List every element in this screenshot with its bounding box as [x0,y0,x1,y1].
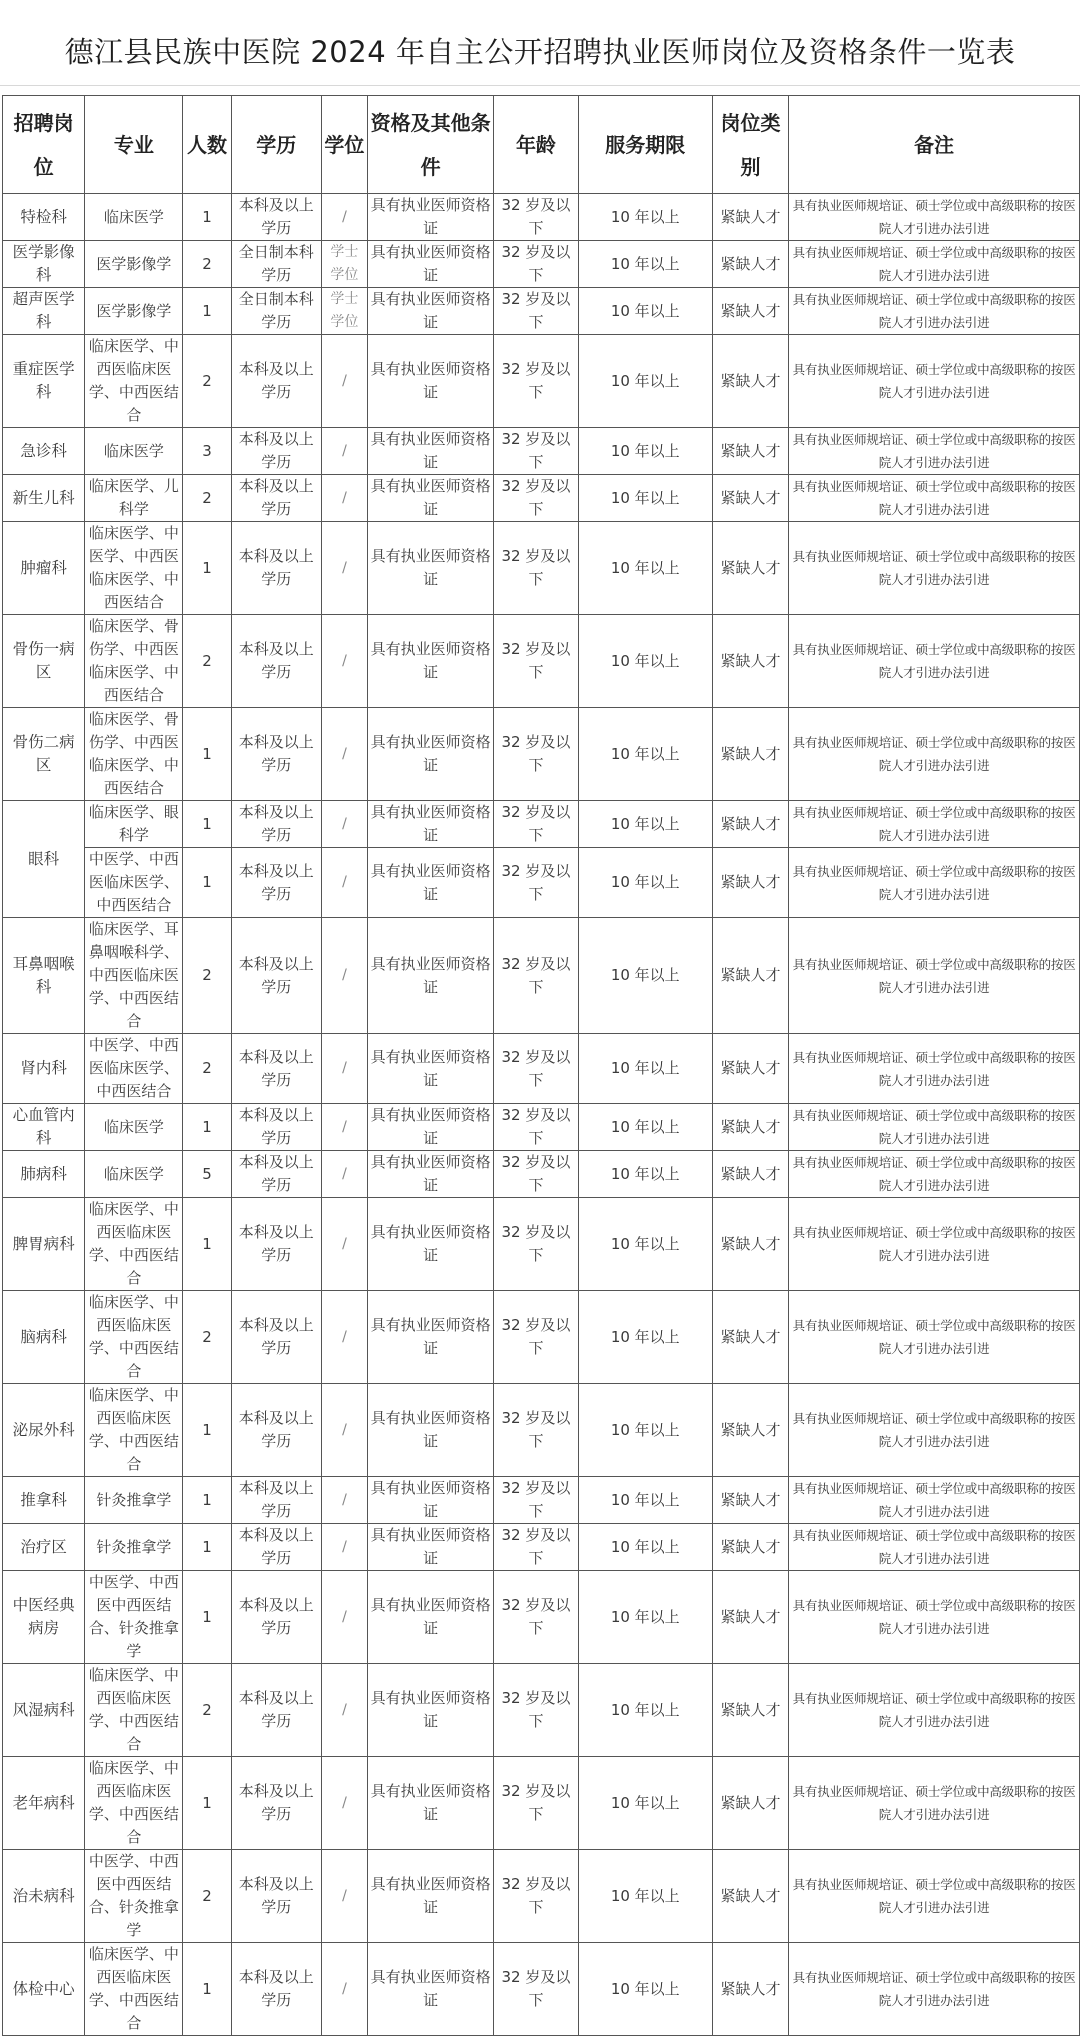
table-row [3,1664,1080,1757]
cell-education: 本科及以上学历 [231,1524,321,1571]
cell-age: 32 岁及以下 [494,1571,578,1664]
cell-post-type: 紧缺人才 [712,801,788,848]
cell-count: 1 [183,1477,231,1524]
cell-post-type: 紧缺人才 [712,522,788,615]
cell-age: 32 岁及以下 [494,1664,578,1757]
cell-age: 32 岁及以下 [494,1198,578,1291]
cell-post: 超声医学科 [3,288,85,335]
cell-remarks: 具有执业医师规培证、硕士学位或中高级职称的按医院人才引进办法引进 [789,1664,1080,1757]
cell-degree: / [321,615,367,708]
cell-degree: / [321,1571,367,1664]
cell-major: 针灸推拿学 [85,1524,183,1571]
cell-major: 临床医学、眼科学 [85,801,183,848]
cell-degree: / [321,1384,367,1477]
cell-service-term: 10 年以上 [578,801,712,848]
cell-major: 临床医学 [85,1151,183,1198]
cell-major: 针灸推拿学 [85,1477,183,1524]
cell-service-term: 10 年以上 [578,1384,712,1477]
cell-count: 1 [183,801,231,848]
cell-major: 医学影像学 [85,241,183,288]
cell-degree: 学士学位 [321,241,367,288]
cell-count: 1 [183,522,231,615]
cell-service-term: 10 年以上 [578,475,712,522]
cell-service-term: 10 年以上 [578,522,712,615]
cell-education: 全日制本科学历 [231,241,321,288]
cell-age: 32 岁及以下 [494,918,578,1034]
cell-education: 本科及以上学历 [231,1198,321,1291]
cell-count: 1 [183,1524,231,1571]
cell-post-type: 紧缺人才 [712,1034,788,1104]
cell-post-type: 紧缺人才 [712,194,788,241]
cell-qualification: 具有执业医师资格证 [367,522,493,615]
cell-remarks: 具有执业医师规培证、硕士学位或中高级职称的按医院人才引进办法引进 [789,288,1080,335]
cell-post: 脾胃病科 [3,1198,85,1291]
cell-remarks: 具有执业医师规培证、硕士学位或中高级职称的按医院人才引进办法引进 [789,918,1080,1034]
cell-count: 5 [183,1151,231,1198]
cell-qualification: 具有执业医师资格证 [367,1571,493,1664]
cell-post: 急诊科 [3,428,85,475]
cell-remarks: 具有执业医师规培证、硕士学位或中高级职称的按医院人才引进办法引进 [789,1198,1080,1291]
cell-education: 本科及以上学历 [231,1151,321,1198]
cell-education: 本科及以上学历 [231,801,321,848]
cell-remarks: 具有执业医师规培证、硕士学位或中高级职称的按医院人才引进办法引进 [789,848,1080,918]
cell-degree: / [321,1034,367,1104]
table-row [3,1198,1080,1291]
cell-post-type: 紧缺人才 [712,615,788,708]
cell-count: 2 [183,1291,231,1384]
header-remarks: 备注 [789,96,1080,194]
cell-degree: / [321,708,367,801]
cell-post-type: 紧缺人才 [712,1757,788,1850]
table-row [3,288,1080,335]
cell-post: 肺病科 [3,1151,85,1198]
cell-qualification: 具有执业医师资格证 [367,615,493,708]
cell-post-type: 紧缺人才 [712,1198,788,1291]
cell-age: 32 岁及以下 [494,335,578,428]
cell-major: 临床医学、骨伤学、中西医临床医学、中西医结合 [85,708,183,801]
cell-post: 老年病科 [3,1757,85,1850]
cell-count: 2 [183,1664,231,1757]
cell-education: 本科及以上学历 [231,1664,321,1757]
cell-age: 32 岁及以下 [494,1291,578,1384]
cell-count: 1 [183,1757,231,1850]
cell-remarks: 具有执业医师规培证、硕士学位或中高级职称的按医院人才引进办法引进 [789,1104,1080,1151]
cell-qualification: 具有执业医师资格证 [367,475,493,522]
table-row [3,1571,1080,1664]
cell-remarks: 具有执业医师规培证、硕士学位或中高级职称的按医院人才引进办法引进 [789,1384,1080,1477]
cell-major: 临床医学、中西医临床医学、中西医结合 [85,1943,183,2036]
cell-post-type: 紧缺人才 [712,708,788,801]
cell-education: 本科及以上学历 [231,1034,321,1104]
table-row [3,335,1080,428]
cell-count: 1 [183,1198,231,1291]
table-row [3,475,1080,522]
cell-degree: / [321,1477,367,1524]
cell-education: 本科及以上学历 [231,335,321,428]
cell-degree: / [321,1757,367,1850]
cell-post: 治疗区 [3,1524,85,1571]
cell-qualification: 具有执业医师资格证 [367,918,493,1034]
cell-degree: / [321,1198,367,1291]
table-row [3,428,1080,475]
table-row [3,708,1080,801]
cell-degree: / [321,1524,367,1571]
cell-degree: / [321,1104,367,1151]
cell-education: 本科及以上学历 [231,708,321,801]
cell-education: 本科及以上学历 [231,1850,321,1943]
cell-major: 临床医学 [85,428,183,475]
header-degree: 学位 [321,96,367,194]
cell-qualification: 具有执业医师资格证 [367,1757,493,1850]
cell-service-term: 10 年以上 [578,1477,712,1524]
header-education: 学历 [231,96,321,194]
cell-post-type: 紧缺人才 [712,1571,788,1664]
cell-degree: / [321,918,367,1034]
cell-degree: 学士学位 [321,288,367,335]
cell-count: 1 [183,288,231,335]
recruitment-table [2,95,1080,2036]
cell-remarks: 具有执业医师规培证、硕士学位或中高级职称的按医院人才引进办法引进 [789,1477,1080,1524]
cell-post: 治未病科 [3,1850,85,1943]
cell-age: 32 岁及以下 [494,1384,578,1477]
cell-post: 骨伤二病区 [3,708,85,801]
cell-count: 2 [183,335,231,428]
cell-post: 风湿病科 [3,1664,85,1757]
cell-remarks: 具有执业医师规培证、硕士学位或中高级职称的按医院人才引进办法引进 [789,708,1080,801]
table-row [3,1291,1080,1384]
cell-age: 32 岁及以下 [494,288,578,335]
cell-post: 脑病科 [3,1291,85,1384]
cell-qualification: 具有执业医师资格证 [367,1850,493,1943]
cell-count: 2 [183,1034,231,1104]
cell-count: 1 [183,708,231,801]
cell-service-term: 10 年以上 [578,1198,712,1291]
cell-service-term: 10 年以上 [578,194,712,241]
cell-age: 32 岁及以下 [494,801,578,848]
cell-age: 32 岁及以下 [494,194,578,241]
cell-post-type: 紧缺人才 [712,918,788,1034]
cell-qualification: 具有执业医师资格证 [367,1198,493,1291]
cell-age: 32 岁及以下 [494,1477,578,1524]
cell-degree: / [321,428,367,475]
table-row [3,1034,1080,1104]
header-qualification: 资格及其他条件 [367,96,493,194]
cell-qualification: 具有执业医师资格证 [367,708,493,801]
cell-degree: / [321,848,367,918]
cell-education: 本科及以上学历 [231,1104,321,1151]
table-row [3,848,1080,918]
cell-post: 新生儿科 [3,475,85,522]
cell-remarks: 具有执业医师规培证、硕士学位或中高级职称的按医院人才引进办法引进 [789,335,1080,428]
cell-count: 2 [183,475,231,522]
cell-post-type: 紧缺人才 [712,1943,788,2036]
cell-age: 32 岁及以下 [494,848,578,918]
cell-major: 临床医学、骨伤学、中西医临床医学、中西医结合 [85,615,183,708]
cell-post-type: 紧缺人才 [712,288,788,335]
cell-remarks: 具有执业医师规培证、硕士学位或中高级职称的按医院人才引进办法引进 [789,1524,1080,1571]
cell-qualification: 具有执业医师资格证 [367,1664,493,1757]
cell-service-term: 10 年以上 [578,1757,712,1850]
cell-post: 骨伤一病区 [3,615,85,708]
cell-education: 本科及以上学历 [231,918,321,1034]
cell-degree: / [321,1943,367,2036]
cell-post: 推拿科 [3,1477,85,1524]
cell-major: 中医学、中西医中西医结合、针灸推拿学 [85,1850,183,1943]
cell-major: 临床医学、中西医临床医学、中西医结合 [85,1664,183,1757]
cell-degree: / [321,475,367,522]
cell-remarks: 具有执业医师规培证、硕士学位或中高级职称的按医院人才引进办法引进 [789,1571,1080,1664]
page-title: 德江县民族中医院 2024 年自主公开招聘执业医师岗位及资格条件一览表 [64,35,1016,69]
cell-service-term: 10 年以上 [578,288,712,335]
cell-service-term: 10 年以上 [578,615,712,708]
cell-count: 1 [183,194,231,241]
cell-service-term: 10 年以上 [578,1104,712,1151]
cell-post: 重症医学科 [3,335,85,428]
cell-post-type: 紧缺人才 [712,848,788,918]
cell-post: 肾内科 [3,1034,85,1104]
cell-age: 32 岁及以下 [494,1034,578,1104]
cell-post: 泌尿外科 [3,1384,85,1477]
cell-remarks: 具有执业医师规培证、硕士学位或中高级职称的按医院人才引进办法引进 [789,1850,1080,1943]
cell-degree: / [321,801,367,848]
table-row [3,615,1080,708]
cell-remarks: 具有执业医师规培证、硕士学位或中高级职称的按医院人才引进办法引进 [789,1034,1080,1104]
table-row [3,801,1080,848]
header-post-type: 岗位类别 [712,96,788,194]
cell-post: 体检中心 [3,1943,85,2036]
cell-service-term: 10 年以上 [578,1151,712,1198]
cell-major: 临床医学 [85,1104,183,1151]
cell-degree: / [321,1664,367,1757]
header-count: 人数 [183,96,231,194]
cell-qualification: 具有执业医师资格证 [367,1291,493,1384]
cell-major: 临床医学 [85,194,183,241]
cell-remarks: 具有执业医师规培证、硕士学位或中高级职称的按医院人才引进办法引进 [789,194,1080,241]
cell-major: 临床医学、中西医临床医学、中西医结合 [85,1384,183,1477]
cell-education: 全日制本科学历 [231,288,321,335]
table-row [3,1524,1080,1571]
cell-age: 32 岁及以下 [494,1850,578,1943]
cell-count: 2 [183,918,231,1034]
cell-qualification: 具有执业医师资格证 [367,848,493,918]
cell-service-term: 10 年以上 [578,241,712,288]
cell-major: 临床医学、中西医临床医学、中西医结合 [85,1198,183,1291]
cell-age: 32 岁及以下 [494,615,578,708]
cell-major: 临床医学、中医学、中西医临床医学、中西医结合 [85,522,183,615]
cell-education: 本科及以上学历 [231,428,321,475]
cell-post-type: 紧缺人才 [712,1477,788,1524]
cell-qualification: 具有执业医师资格证 [367,1151,493,1198]
cell-education: 本科及以上学历 [231,522,321,615]
cell-age: 32 岁及以下 [494,1943,578,2036]
cell-age: 32 岁及以下 [494,241,578,288]
cell-education: 本科及以上学历 [231,475,321,522]
cell-education: 本科及以上学历 [231,1571,321,1664]
cell-degree: / [321,1291,367,1384]
cell-qualification: 具有执业医师资格证 [367,1034,493,1104]
cell-education: 本科及以上学历 [231,194,321,241]
cell-service-term: 10 年以上 [578,1034,712,1104]
cell-degree: / [321,335,367,428]
cell-education: 本科及以上学历 [231,1477,321,1524]
table-row [3,1943,1080,2036]
cell-age: 32 岁及以下 [494,475,578,522]
cell-major: 临床医学、儿科学 [85,475,183,522]
cell-age: 32 岁及以下 [494,1524,578,1571]
cell-remarks: 具有执业医师规培证、硕士学位或中高级职称的按医院人才引进办法引进 [789,1943,1080,2036]
table-row [3,1757,1080,1850]
cell-post-type: 紧缺人才 [712,1850,788,1943]
cell-count: 1 [183,848,231,918]
table-row [3,1384,1080,1477]
divider [0,85,1080,86]
cell-degree: / [321,1151,367,1198]
cell-service-term: 10 年以上 [578,428,712,475]
table-row [3,241,1080,288]
cell-qualification: 具有执业医师资格证 [367,1104,493,1151]
header-age: 年龄 [494,96,578,194]
cell-service-term: 10 年以上 [578,1850,712,1943]
cell-remarks: 具有执业医师规培证、硕士学位或中高级职称的按医院人才引进办法引进 [789,475,1080,522]
cell-post-type: 紧缺人才 [712,241,788,288]
cell-major: 临床医学、中西医临床医学、中西医结合 [85,1291,183,1384]
cell-count: 1 [183,1943,231,2036]
table-body [3,194,1080,2036]
cell-degree: / [321,194,367,241]
cell-qualification: 具有执业医师资格证 [367,194,493,241]
cell-education: 本科及以上学历 [231,1757,321,1850]
table-row [3,1850,1080,1943]
cell-major: 医学影像学 [85,288,183,335]
cell-count: 2 [183,241,231,288]
table-row [3,1104,1080,1151]
header-service-term: 服务期限 [578,96,712,194]
cell-major: 临床医学、中西医临床医学、中西医结合 [85,1757,183,1850]
cell-count: 1 [183,1571,231,1664]
table-row [3,194,1080,241]
cell-post: 耳鼻咽喉科 [3,918,85,1034]
cell-major: 中医学、中西医中西医结合、针灸推拿学 [85,1571,183,1664]
cell-remarks: 具有执业医师规培证、硕士学位或中高级职称的按医院人才引进办法引进 [789,522,1080,615]
cell-qualification: 具有执业医师资格证 [367,1384,493,1477]
cell-post: 特检科 [3,194,85,241]
cell-post-type: 紧缺人才 [712,1291,788,1384]
cell-count: 1 [183,1104,231,1151]
cell-count: 1 [183,1384,231,1477]
cell-post: 心血管内科 [3,1104,85,1151]
cell-education: 本科及以上学历 [231,1291,321,1384]
cell-qualification: 具有执业医师资格证 [367,801,493,848]
cell-count: 3 [183,428,231,475]
cell-post: 医学影像科 [3,241,85,288]
cell-count: 2 [183,615,231,708]
cell-service-term: 10 年以上 [578,1664,712,1757]
cell-remarks: 具有执业医师规培证、硕士学位或中高级职称的按医院人才引进办法引进 [789,1291,1080,1384]
cell-age: 32 岁及以下 [494,1757,578,1850]
cell-age: 32 岁及以下 [494,1151,578,1198]
cell-age: 32 岁及以下 [494,1104,578,1151]
cell-age: 32 岁及以下 [494,522,578,615]
cell-post-type: 紧缺人才 [712,1664,788,1757]
table-header [3,96,1080,194]
cell-qualification: 具有执业医师资格证 [367,1524,493,1571]
cell-post: 眼科 [3,801,85,918]
cell-post-type: 紧缺人才 [712,1151,788,1198]
cell-post-type: 紧缺人才 [712,1524,788,1571]
header-major: 专业 [85,96,183,194]
cell-service-term: 10 年以上 [578,335,712,428]
cell-degree: / [321,1850,367,1943]
cell-education: 本科及以上学历 [231,615,321,708]
cell-service-term: 10 年以上 [578,708,712,801]
cell-post-type: 紧缺人才 [712,475,788,522]
cell-service-term: 10 年以上 [578,1524,712,1571]
cell-age: 32 岁及以下 [494,428,578,475]
cell-qualification: 具有执业医师资格证 [367,428,493,475]
table-row [3,522,1080,615]
cell-qualification: 具有执业医师资格证 [367,1943,493,2036]
cell-service-term: 10 年以上 [578,1571,712,1664]
table-row [3,1151,1080,1198]
cell-post-type: 紧缺人才 [712,1104,788,1151]
cell-service-term: 10 年以上 [578,918,712,1034]
cell-post: 肿瘤科 [3,522,85,615]
cell-major: 临床医学、耳鼻咽喉科学、中西医临床医学、中西医结合 [85,918,183,1034]
table-row [3,918,1080,1034]
cell-qualification: 具有执业医师资格证 [367,1477,493,1524]
header-post: 招聘岗位 [3,96,85,194]
cell-qualification: 具有执业医师资格证 [367,288,493,335]
cell-remarks: 具有执业医师规培证、硕士学位或中高级职称的按医院人才引进办法引进 [789,801,1080,848]
cell-remarks: 具有执业医师规培证、硕士学位或中高级职称的按医院人才引进办法引进 [789,1151,1080,1198]
cell-age: 32 岁及以下 [494,708,578,801]
cell-remarks: 具有执业医师规培证、硕士学位或中高级职称的按医院人才引进办法引进 [789,1757,1080,1850]
cell-service-term: 10 年以上 [578,1291,712,1384]
cell-post: 中医经典病房 [3,1571,85,1664]
cell-major: 中医学、中西医临床医学、中西医结合 [85,848,183,918]
cell-education: 本科及以上学历 [231,1943,321,2036]
cell-education: 本科及以上学历 [231,848,321,918]
cell-major: 临床医学、中西医临床医学、中西医结合 [85,335,183,428]
cell-education: 本科及以上学历 [231,1384,321,1477]
cell-service-term: 10 年以上 [578,848,712,918]
table-row [3,1477,1080,1524]
cell-count: 2 [183,1850,231,1943]
cell-post-type: 紧缺人才 [712,335,788,428]
cell-major: 中医学、中西医临床医学、中西医结合 [85,1034,183,1104]
cell-qualification: 具有执业医师资格证 [367,241,493,288]
cell-post-type: 紧缺人才 [712,1384,788,1477]
cell-post-type: 紧缺人才 [712,428,788,475]
cell-qualification: 具有执业医师资格证 [367,335,493,428]
cell-remarks: 具有执业医师规培证、硕士学位或中高级职称的按医院人才引进办法引进 [789,241,1080,288]
cell-remarks: 具有执业医师规培证、硕士学位或中高级职称的按医院人才引进办法引进 [789,428,1080,475]
cell-service-term: 10 年以上 [578,1943,712,2036]
cell-degree: / [321,522,367,615]
cell-remarks: 具有执业医师规培证、硕士学位或中高级职称的按医院人才引进办法引进 [789,615,1080,708]
